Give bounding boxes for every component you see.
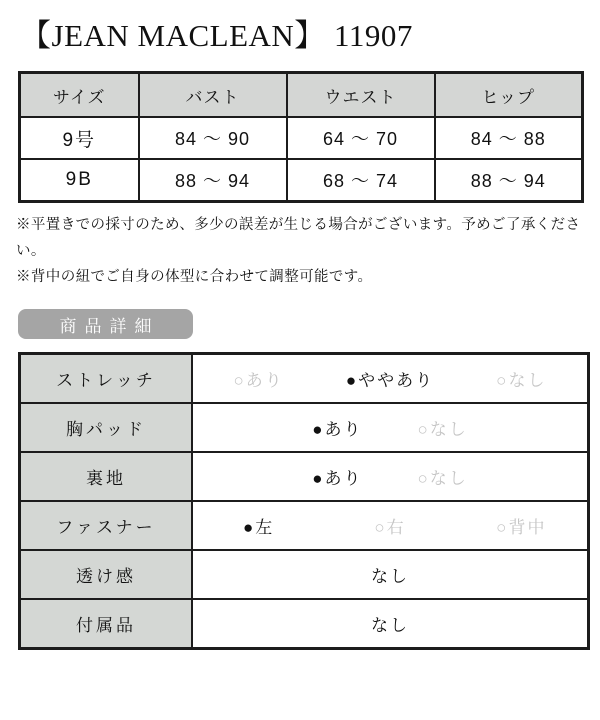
size-table-header-row — [20, 73, 583, 118]
waist-cell: 64 〜 70 — [287, 117, 435, 159]
size-cell: 9B — [20, 159, 139, 202]
radio-option-selected — [312, 464, 362, 489]
detail-value: なし — [192, 550, 589, 599]
option-label: 背中 — [508, 518, 547, 537]
details-row-sheerness — [20, 550, 589, 599]
radio-off-icon: ○ — [233, 371, 244, 390]
size-table-header-hip: ヒップ — [435, 73, 583, 118]
option-label: なし — [429, 420, 468, 439]
radio-option — [418, 415, 468, 440]
radio-option — [456, 366, 587, 391]
option-label: 右 — [386, 518, 406, 537]
radio-off-icon: ○ — [496, 371, 507, 390]
bust-cell: 88 〜 94 — [139, 159, 287, 202]
details-row-label: ファスナー — [20, 501, 193, 550]
size-table-header-bust: バスト — [139, 73, 287, 118]
radio-option — [456, 513, 587, 538]
details-heading-badge — [18, 309, 193, 339]
radio-off-icon: ○ — [374, 518, 385, 537]
radio-option-selected — [193, 513, 324, 538]
hip-cell: 84 〜 88 — [435, 117, 583, 159]
option-label: あり — [324, 469, 363, 488]
details-row-zipper — [20, 501, 589, 550]
radio-option-selected — [312, 415, 362, 440]
size-table-row — [20, 159, 583, 202]
radio-off-icon: ○ — [417, 469, 428, 488]
radio-off-icon: ○ — [417, 420, 428, 439]
option-label: あり — [324, 420, 363, 439]
details-row-label: ストレッチ — [20, 354, 193, 404]
details-table — [18, 352, 590, 650]
radio-option — [324, 513, 455, 538]
option-label: あり — [245, 371, 284, 390]
size-table — [18, 71, 584, 203]
radio-on-icon: ● — [243, 518, 254, 537]
size-cell: 9号 — [20, 117, 139, 159]
option-label: 左 — [255, 518, 275, 537]
option-label: なし — [508, 371, 547, 390]
details-row-accessories — [20, 599, 589, 649]
note-line: ※平置きでの採寸のため、多少の誤差が生じる場合がございます。予めご了承ください。 — [16, 217, 581, 259]
detail-value: なし — [192, 599, 589, 649]
size-table-row — [20, 117, 583, 159]
page-title: 【JEAN MACLEAN】 11907 — [20, 18, 413, 53]
size-table-header-waist: ウエスト — [287, 73, 435, 118]
details-row-label: 胸パッド — [20, 403, 193, 452]
radio-off-icon: ○ — [496, 518, 507, 537]
details-row-label: 付属品 — [20, 599, 193, 649]
radio-option-group — [193, 513, 587, 538]
details-row-lining — [20, 452, 589, 501]
details-row-stretch — [20, 354, 589, 404]
radio-option — [193, 366, 324, 391]
hip-cell: 88 〜 94 — [435, 159, 583, 202]
size-table-header-size: サイズ — [20, 73, 139, 118]
note-line: ※背中の紐でご自身の体型に合わせて調整可能です。 — [16, 269, 373, 285]
bust-cell: 84 〜 90 — [139, 117, 287, 159]
radio-on-icon: ● — [312, 469, 323, 488]
option-label: なし — [429, 469, 468, 488]
waist-cell: 68 〜 74 — [287, 159, 435, 202]
details-row-chest-pad — [20, 403, 589, 452]
radio-on-icon: ● — [312, 420, 323, 439]
details-heading-label: 商品詳細 — [59, 316, 160, 336]
radio-option-group — [193, 366, 587, 391]
radio-option-selected — [324, 366, 455, 391]
details-row-label: 透け感 — [20, 550, 193, 599]
measurement-notes — [16, 212, 600, 290]
details-row-label: 裏地 — [20, 452, 193, 501]
option-label: ややあり — [358, 371, 435, 390]
radio-option-group — [193, 464, 587, 489]
radio-on-icon: ● — [345, 371, 357, 390]
radio-option-group — [193, 415, 587, 440]
radio-option — [418, 464, 468, 489]
